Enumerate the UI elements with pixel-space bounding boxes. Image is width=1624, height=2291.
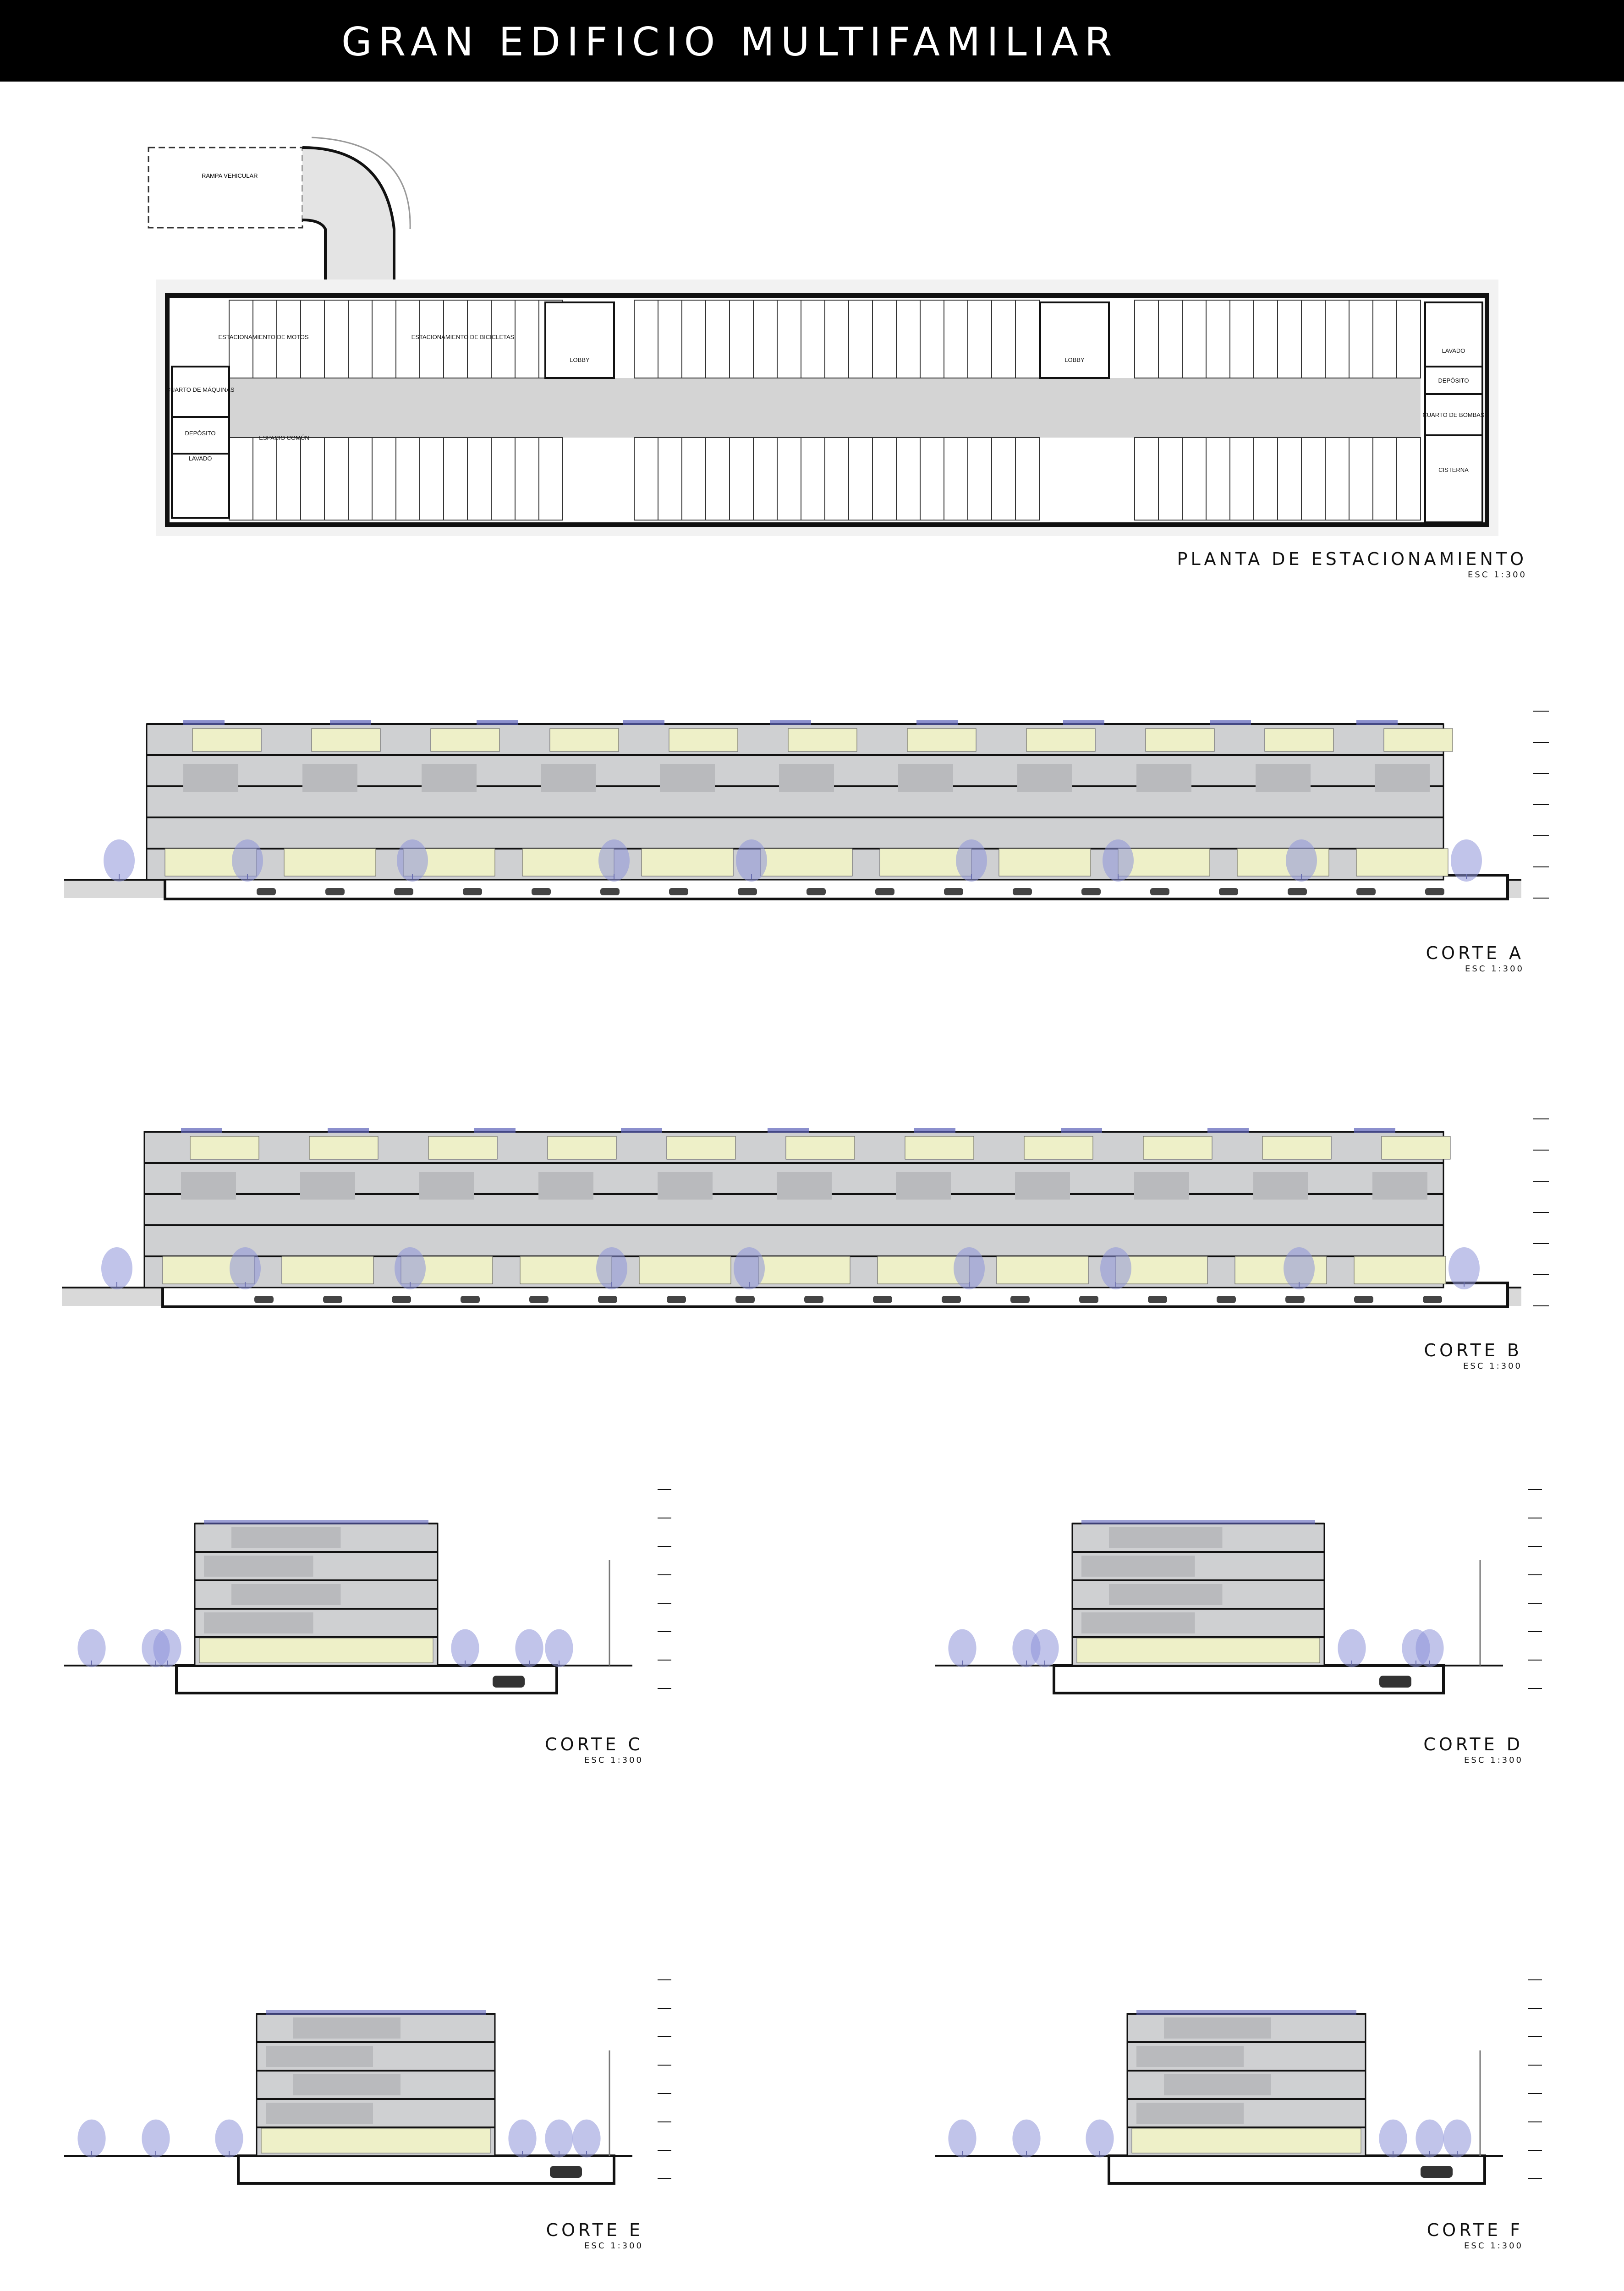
parking-bay — [515, 300, 539, 378]
parking-bay — [444, 438, 467, 520]
car — [1217, 1296, 1236, 1303]
car — [257, 888, 276, 895]
room — [660, 764, 715, 792]
glazing — [1077, 1638, 1320, 1663]
glazing — [1356, 849, 1448, 876]
room-comun: ESPACIO COMÚN — [259, 434, 309, 441]
car — [804, 1296, 823, 1303]
room — [204, 1612, 313, 1633]
parking-bay — [1397, 438, 1421, 520]
section-c-scale: ESC 1:300 — [584, 1755, 643, 1765]
parking-bay — [1373, 300, 1397, 378]
room-deposito-2: DEPÓSITO — [1438, 377, 1469, 384]
parking-bay — [968, 300, 992, 378]
car — [598, 1296, 617, 1303]
car — [254, 1296, 274, 1303]
parking-bay — [777, 300, 801, 378]
glazing — [999, 849, 1091, 876]
room-lavado-2: LAVADO — [1442, 347, 1465, 354]
car — [461, 1296, 480, 1303]
room — [1081, 1556, 1195, 1577]
parking-bay — [348, 438, 372, 520]
car — [1079, 1296, 1098, 1303]
room — [1109, 1527, 1223, 1548]
section-f — [935, 1961, 1549, 2204]
car — [600, 888, 620, 895]
parking-bay — [1254, 300, 1278, 378]
car — [1013, 888, 1032, 895]
car — [944, 888, 963, 895]
section-f-title: CORTE F — [1426, 2220, 1523, 2240]
roof-planter — [623, 720, 664, 725]
parking-bay — [1135, 300, 1158, 378]
parking-bay — [372, 438, 396, 520]
parking-bay — [1206, 438, 1230, 520]
glazing — [997, 1256, 1088, 1284]
parking-bay — [1325, 438, 1349, 520]
car — [394, 888, 413, 895]
parking-bay — [420, 438, 444, 520]
parking-bay — [1373, 438, 1397, 520]
parking-bay — [730, 438, 753, 520]
parking-bay — [801, 300, 825, 378]
roof-planter — [1356, 720, 1398, 725]
room — [1109, 1584, 1223, 1605]
parking-bay — [1015, 438, 1039, 520]
plan-title: PLANTA DE ESTACIONAMIENTO — [1177, 549, 1527, 569]
car — [493, 1676, 525, 1688]
roof-pavilion — [669, 729, 738, 751]
header-bar — [0, 0, 1624, 82]
roof-planter — [204, 1520, 428, 1524]
roof-planter — [183, 720, 225, 725]
room — [231, 1527, 341, 1548]
roof-pavilion — [1384, 729, 1453, 751]
parking-bay — [1182, 438, 1206, 520]
car — [1421, 2166, 1453, 2178]
roof-pavilion — [312, 729, 380, 751]
room — [898, 764, 953, 792]
room — [293, 2074, 401, 2095]
roof-pavilion — [905, 1136, 974, 1159]
parking-bay — [396, 438, 420, 520]
roof-pavilion — [431, 729, 499, 751]
section-e-title: CORTE E — [546, 2220, 643, 2240]
roof-pavilion — [1026, 729, 1095, 751]
roof-planter — [1081, 1520, 1315, 1524]
roof-pavilion — [548, 1136, 616, 1159]
room — [183, 764, 238, 792]
parking-bay — [1158, 438, 1182, 520]
car — [875, 888, 894, 895]
car — [1285, 1296, 1305, 1303]
car — [1081, 888, 1101, 895]
parking-bay — [706, 300, 730, 378]
roof-pavilion — [428, 1136, 497, 1159]
room — [896, 1172, 951, 1200]
parking-bay — [753, 300, 777, 378]
parking-bay — [348, 300, 372, 378]
room — [541, 764, 596, 792]
parking-bay — [539, 438, 563, 520]
room — [293, 2017, 401, 2039]
room — [1372, 1172, 1427, 1200]
roof-planter — [181, 1128, 222, 1133]
roof-planter — [1210, 720, 1251, 725]
section-f-scale: ESC 1:300 — [1464, 2241, 1523, 2251]
section-c-caption — [545, 1734, 643, 1765]
car — [532, 888, 551, 895]
section-d-scale: ESC 1:300 — [1464, 1755, 1523, 1765]
roof-planter — [916, 720, 958, 725]
parking-bay — [849, 300, 872, 378]
room — [1081, 1612, 1195, 1633]
glazing — [261, 2128, 490, 2153]
room-lobby-1: LOBBY — [570, 356, 590, 363]
parking-bay — [682, 300, 706, 378]
glazing — [199, 1638, 433, 1663]
room — [658, 1172, 713, 1200]
parking-bay — [944, 300, 968, 378]
glazing — [642, 849, 733, 876]
parking-bay — [658, 300, 682, 378]
parking-bay — [682, 438, 706, 520]
parking-bay — [324, 300, 348, 378]
parking-bay — [920, 300, 944, 378]
plan-caption — [1177, 549, 1527, 580]
room — [1164, 2017, 1271, 2039]
car — [1219, 888, 1238, 895]
section-b-caption — [1424, 1340, 1522, 1371]
section-c-title: CORTE C — [545, 1734, 643, 1754]
room — [231, 1584, 341, 1605]
section-d-caption — [1423, 1734, 1523, 1765]
room — [300, 1172, 355, 1200]
parking-bay — [372, 300, 396, 378]
room — [1017, 764, 1072, 792]
room — [777, 1172, 832, 1200]
room — [779, 764, 834, 792]
room — [538, 1172, 593, 1200]
room-lobby-2: LOBBY — [1064, 356, 1085, 363]
room — [181, 1172, 236, 1200]
parking-bay — [253, 438, 277, 520]
room — [266, 2046, 373, 2067]
car — [735, 1296, 755, 1303]
car — [1425, 888, 1444, 895]
car — [1010, 1296, 1030, 1303]
parking-bay — [1349, 300, 1373, 378]
section-c — [64, 1485, 678, 1714]
room — [204, 1556, 313, 1577]
section-a-caption — [1426, 943, 1524, 974]
roof-pavilion — [309, 1136, 378, 1159]
car — [1423, 1296, 1442, 1303]
roof-planter — [330, 720, 371, 725]
roof-pavilion — [1265, 729, 1333, 751]
roof-planter — [1136, 2010, 1356, 2015]
car — [325, 888, 345, 895]
parking-bay — [872, 438, 896, 520]
glazing — [761, 849, 852, 876]
parking-bay — [277, 438, 301, 520]
parking-bay — [515, 438, 539, 520]
room — [302, 764, 357, 792]
glazing — [284, 849, 376, 876]
car — [529, 1296, 549, 1303]
parking-bay — [1278, 300, 1301, 378]
roof-planter — [477, 720, 518, 725]
room-motos: ESTACIONAMIENTO DE MOTOS — [218, 334, 309, 340]
parking-bay — [896, 300, 920, 378]
car — [807, 888, 826, 895]
roof-pavilion — [1143, 1136, 1212, 1159]
roof-planter — [328, 1128, 369, 1133]
roof-planter — [770, 720, 811, 725]
section-e-scale: ESC 1:300 — [584, 2241, 643, 2251]
section-b-scale: ESC 1:300 — [1463, 1361, 1522, 1371]
parking-bay — [992, 300, 1015, 378]
section-a-title: CORTE A — [1426, 943, 1524, 963]
parking-bay — [801, 438, 825, 520]
section-d — [935, 1485, 1549, 1714]
parking-bay — [968, 438, 992, 520]
room — [422, 764, 477, 792]
parking-bay — [229, 438, 253, 520]
parking-bay — [1182, 300, 1206, 378]
parking-bay — [872, 300, 896, 378]
car — [1356, 888, 1376, 895]
parking-bay — [825, 300, 849, 378]
parking-plan — [147, 124, 1503, 541]
roof-pavilion — [788, 729, 857, 751]
parking-bay — [1325, 300, 1349, 378]
parking-bay — [706, 438, 730, 520]
glazing — [758, 1256, 850, 1284]
car — [873, 1296, 892, 1303]
roof-planter — [1063, 720, 1104, 725]
parking-bay — [1397, 300, 1421, 378]
parking-bay — [825, 438, 849, 520]
glazing — [639, 1256, 731, 1284]
parking-bay — [1135, 438, 1158, 520]
parking-bay — [1158, 300, 1182, 378]
parking-bay — [1278, 438, 1301, 520]
car — [1379, 1676, 1411, 1688]
room — [1375, 764, 1430, 792]
parking-bay — [1301, 438, 1325, 520]
roof-pavilion — [1262, 1136, 1331, 1159]
roof-pavilion — [786, 1136, 855, 1159]
parking-bay — [1349, 438, 1373, 520]
car — [1150, 888, 1169, 895]
room — [1015, 1172, 1070, 1200]
parking-bay — [1230, 300, 1254, 378]
parking-bay — [992, 438, 1015, 520]
parking-bay — [634, 438, 658, 520]
parking-bay — [1301, 300, 1325, 378]
car — [1288, 888, 1307, 895]
roof-pavilion — [1382, 1136, 1450, 1159]
glazing — [1354, 1256, 1446, 1284]
parking-bay — [1230, 438, 1254, 520]
car — [738, 888, 757, 895]
section-f-caption — [1427, 2220, 1523, 2251]
parking-bay — [777, 438, 801, 520]
parking-bay — [1206, 300, 1230, 378]
roof-pavilion — [667, 1136, 735, 1159]
room-bicis: ESTACIONAMIENTO DE BICICLETAS — [411, 334, 515, 340]
roof-pavilion — [907, 729, 976, 751]
roof-pavilion — [1024, 1136, 1093, 1159]
roof-pavilion — [1146, 729, 1214, 751]
room — [1134, 1172, 1189, 1200]
ramp-label: RAMPA VEHICULAR — [202, 172, 258, 179]
roof-pavilion — [190, 1136, 259, 1159]
parking-bay — [1254, 438, 1278, 520]
parking-bay — [491, 438, 515, 520]
parking-bay — [301, 438, 324, 520]
roof-planter — [914, 1128, 955, 1133]
section-b-title: CORTE B — [1424, 1340, 1522, 1360]
section-d-title: CORTE D — [1423, 1734, 1523, 1754]
parking-bay — [944, 438, 968, 520]
parking-bay — [1015, 300, 1039, 378]
roof-planter — [768, 1128, 809, 1133]
room — [1136, 764, 1191, 792]
room-lavado-1: LAVADO — [188, 455, 212, 462]
parking-bay — [920, 438, 944, 520]
room-maquinas: CUARTO DE MÁQUINAS — [166, 386, 235, 393]
room — [1253, 1172, 1308, 1200]
glazing — [1132, 2128, 1361, 2153]
car — [463, 888, 482, 895]
glazing — [282, 1256, 373, 1284]
room-deposito-1: DEPÓSITO — [185, 430, 216, 437]
parking-bay — [730, 300, 753, 378]
roof-planter — [1061, 1128, 1102, 1133]
section-b — [62, 1093, 1558, 1326]
roof-planter — [266, 2010, 486, 2015]
car — [550, 2166, 582, 2178]
plan-scale: ESC 1:300 — [1468, 570, 1527, 580]
parking-bay — [753, 438, 777, 520]
sheet-title: GRAN EDIFICIO MULTIFAMILIAR — [341, 19, 1119, 65]
parking-bay — [658, 438, 682, 520]
room — [1136, 2103, 1244, 2124]
roof-planter — [1354, 1128, 1395, 1133]
car — [669, 888, 688, 895]
car — [1354, 1296, 1373, 1303]
parking-bay — [896, 438, 920, 520]
roof-pavilion — [550, 729, 619, 751]
room-cisterna: CISTERNA — [1438, 466, 1469, 473]
room-bombas: CUARTO DE BOMBAS — [1422, 411, 1485, 418]
car — [323, 1296, 342, 1303]
section-a-scale: ESC 1:300 — [1465, 964, 1524, 974]
roof-planter — [621, 1128, 662, 1133]
car — [1148, 1296, 1167, 1303]
roof-pavilion — [192, 729, 261, 751]
parking-bay — [324, 438, 348, 520]
section-a — [64, 683, 1558, 921]
parking-bay — [849, 438, 872, 520]
car — [392, 1296, 411, 1303]
room — [1256, 764, 1311, 792]
car — [667, 1296, 686, 1303]
parking-bay — [634, 300, 658, 378]
room — [1136, 2046, 1244, 2067]
room — [1164, 2074, 1271, 2095]
room — [419, 1172, 474, 1200]
section-e — [64, 1961, 678, 2204]
roof-planter — [1207, 1128, 1249, 1133]
room — [266, 2103, 373, 2124]
section-e-caption — [546, 2220, 643, 2251]
parking-bay — [467, 438, 491, 520]
car — [942, 1296, 961, 1303]
roof-planter — [474, 1128, 516, 1133]
